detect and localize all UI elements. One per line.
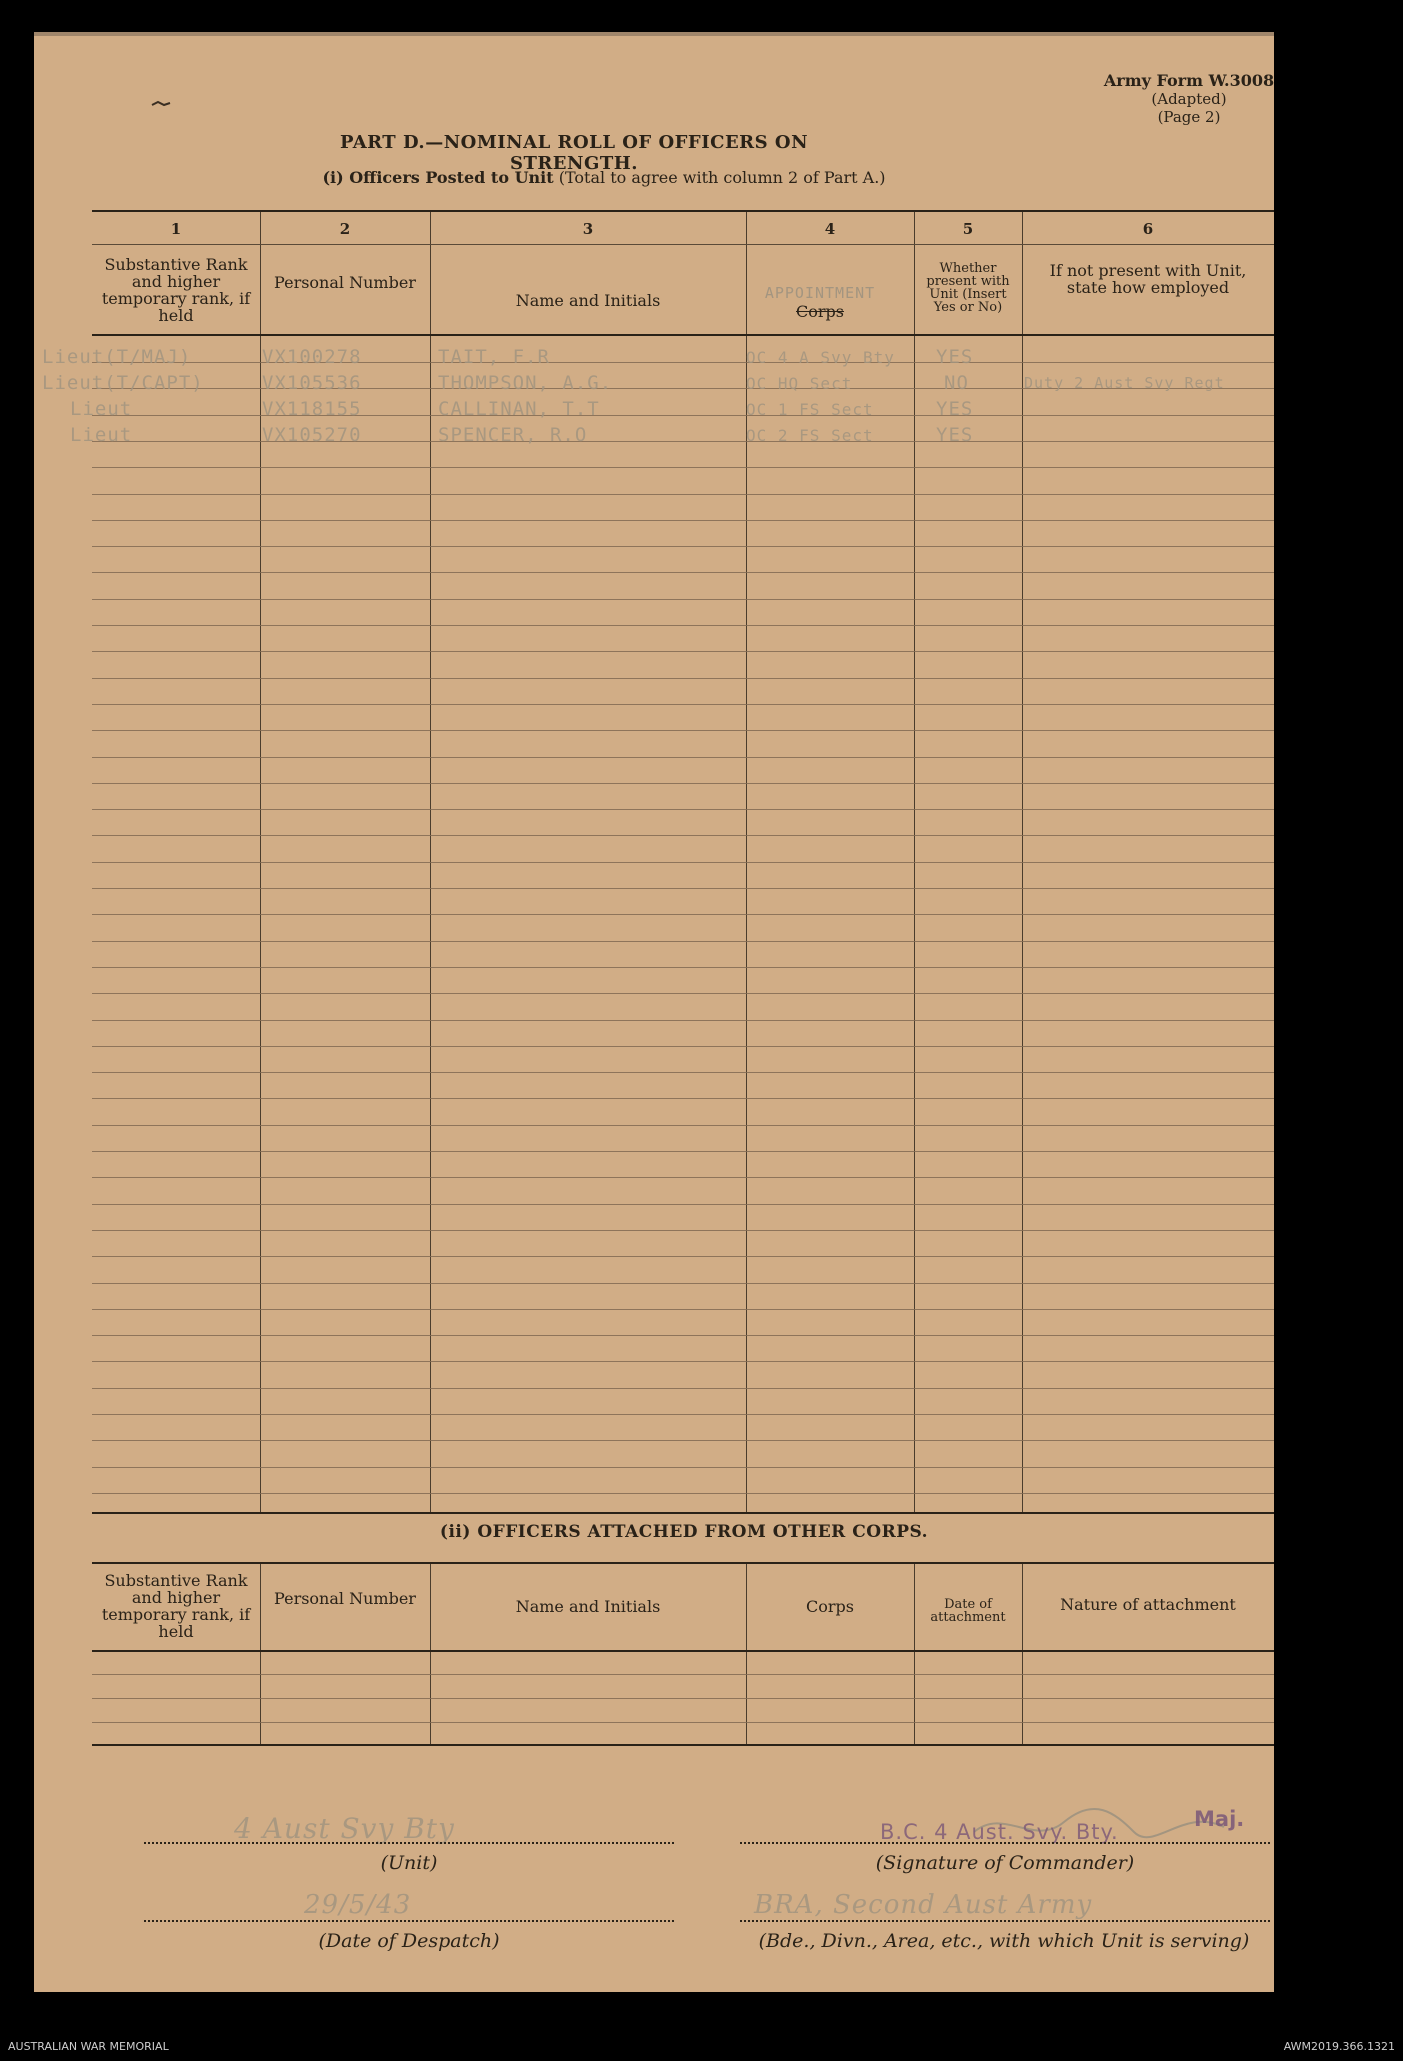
form-reference — [1084, 72, 1274, 126]
ruled-line — [92, 625, 1274, 626]
date-label: (Date of Despatch) — [318, 1930, 500, 1952]
row-number: VX118155 — [262, 398, 362, 420]
ruled-line — [92, 941, 1274, 942]
row-rank: Lieut(T/CAPT) — [42, 372, 204, 394]
ruled-line — [92, 1072, 1274, 1073]
header-rule — [92, 334, 1274, 336]
row-present: YES — [936, 398, 974, 420]
date-dotted-line — [144, 1920, 674, 1922]
unit-dotted-line — [144, 1842, 674, 1844]
ruled-line — [92, 1493, 1274, 1494]
form-page — [34, 32, 1274, 1992]
row-rank: Lieut — [70, 424, 133, 446]
row-name: TAIT, F.R — [438, 346, 550, 368]
header-name: Name and Initials — [515, 291, 661, 310]
row-appointment: OC 2 FS Sect — [746, 426, 874, 445]
col-divider — [260, 1564, 261, 1744]
header-nature: Nature of attachment — [1060, 1595, 1236, 1614]
commander-stamp: B.C. 4 Aust. Svy. Bty. — [880, 1820, 1119, 1844]
row-number: VX105536 — [262, 372, 362, 394]
ruled-line — [92, 520, 1274, 521]
ruled-line — [92, 1125, 1274, 1126]
ruled-line — [92, 1020, 1274, 1021]
form-number: Army Form W.3008 — [1103, 71, 1274, 90]
archive-id: AWM2019.366.1321 — [1283, 2040, 1395, 2053]
formation-handwritten: BRA, Second Aust Army — [754, 1890, 1093, 1920]
unit-label: (Unit) — [380, 1852, 438, 1874]
header-corps: Corps — [806, 1597, 854, 1616]
header-personal-number: Personal Number — [274, 273, 416, 292]
column-number: 2 — [339, 220, 351, 238]
ruled-line — [92, 1698, 1274, 1699]
row-employed: Duty 2 Aust Svy Regt — [1024, 374, 1225, 392]
ruled-line — [92, 678, 1274, 679]
header-name: Name and Initials — [515, 1597, 661, 1616]
row-present: NO — [944, 372, 969, 394]
unit-handwritten: 4 Aust Svy Bty — [234, 1812, 455, 1845]
date-handwritten: 29/5/43 — [304, 1890, 412, 1920]
ruled-line — [92, 1414, 1274, 1415]
ruled-line — [92, 757, 1274, 758]
row-number: VX105270 — [262, 424, 362, 446]
ruled-line — [92, 1098, 1274, 1099]
ruled-line — [92, 1309, 1274, 1310]
ruled-line — [92, 783, 1274, 784]
col-divider — [746, 1564, 747, 1744]
ruled-line — [92, 809, 1274, 810]
header-appointment-handwritten: APPOINTMENT — [764, 284, 876, 302]
ruled-line — [92, 1440, 1274, 1441]
column-number: 1 — [170, 220, 182, 238]
col-divider — [430, 1564, 431, 1744]
header-rank: Substantive Rank and higher temporary rank, if held — [101, 1571, 251, 1641]
col-divider — [914, 1564, 915, 1744]
archive-credit: AUSTRALIAN WAR MEMORIAL — [8, 2040, 169, 2053]
ruled-line — [92, 1046, 1274, 1047]
header-rank: Substantive Rank and higher temporary rank, if held — [101, 255, 251, 325]
ruled-line — [92, 1674, 1274, 1675]
formation-dotted-line — [740, 1920, 1270, 1922]
ruled-line — [92, 1177, 1274, 1178]
header-date: Date of attachment — [930, 1597, 1006, 1625]
row-name: SPENCER, R.O — [438, 424, 588, 446]
ruled-line — [92, 704, 1274, 705]
col-divider — [1022, 1564, 1023, 1744]
ruled-line — [92, 1361, 1274, 1362]
column-number: 5 — [962, 220, 974, 238]
header-personal-number: Personal Number — [274, 1589, 416, 1608]
column-number: 6 — [1142, 220, 1154, 238]
ruled-line — [92, 914, 1274, 915]
ruled-line — [92, 1335, 1274, 1336]
signature-label: (Signature of Commander) — [875, 1852, 1135, 1874]
form-page-number: (Page 2) — [1157, 108, 1221, 126]
ruled-line — [92, 1151, 1274, 1152]
header-rule — [92, 1650, 1274, 1652]
ruled-line — [92, 1204, 1274, 1205]
part-title: PART D.—NOMINAL ROLL OF OFFICERS ON STRENGTH. — [339, 132, 809, 174]
ruled-line — [92, 1722, 1274, 1723]
ruled-line — [92, 730, 1274, 731]
column-number: 3 — [582, 220, 594, 238]
section2-title: (ii) OFFICERS ATTACHED FROM OTHER CORPS. — [439, 1522, 929, 1542]
row-present: YES — [936, 346, 974, 368]
ruled-line — [92, 572, 1274, 573]
row-appointment: OC HQ Sect — [746, 374, 853, 393]
ruled-line — [92, 467, 1274, 468]
form-adapted: (Adapted) — [1151, 90, 1227, 108]
punch-mark — [150, 100, 172, 108]
ruled-line — [92, 835, 1274, 836]
row-rank: Lieut — [70, 398, 133, 420]
ruled-line — [92, 993, 1274, 994]
ruled-line — [92, 1256, 1274, 1257]
ruled-line — [92, 967, 1274, 968]
officers-attached-table — [92, 1562, 1274, 1746]
row-present: YES — [936, 424, 974, 446]
row-name: THOMPSON, A.G. — [438, 372, 613, 394]
ruled-line — [92, 651, 1274, 652]
column-number-rule — [92, 244, 1274, 245]
ruled-line — [92, 862, 1274, 863]
ruled-line — [92, 494, 1274, 495]
row-number: VX100278 — [262, 346, 362, 368]
signature-dotted-line — [740, 1842, 1270, 1844]
row-appointment: OC 4 A Svy Bty — [746, 348, 895, 367]
ruled-line — [92, 1230, 1274, 1231]
subtitle-rest: (Total to agree with column 2 of Part A.) — [553, 168, 886, 187]
subtitle-bold: (i) Officers Posted to Unit — [322, 168, 554, 187]
column-number: 4 — [824, 220, 836, 238]
ruled-line — [92, 888, 1274, 889]
header-present: Whether present with Unit (Insert Yes or No) — [926, 261, 1010, 315]
header-employed: If not present with Unit, state how employed — [1049, 261, 1247, 297]
ruled-line — [92, 546, 1274, 547]
row-name: CALLINAN, T.T — [438, 398, 600, 420]
ruled-line — [92, 599, 1274, 600]
row-rank: Lieut(T/MAJ) — [42, 346, 192, 368]
ruled-line — [92, 1467, 1274, 1468]
section-subtitle — [284, 168, 924, 187]
ruled-line — [92, 1283, 1274, 1284]
paper-top-edge — [34, 32, 1274, 36]
formation-label: (Bde., Divn., Area, etc., with which Unit is serving) — [758, 1930, 1250, 1952]
ruled-line — [92, 1388, 1274, 1389]
row-appointment: OC 1 FS Sect — [746, 400, 874, 419]
header-corps-struck: Corps — [796, 302, 844, 321]
commander-rank: Maj. — [1194, 1807, 1245, 1831]
